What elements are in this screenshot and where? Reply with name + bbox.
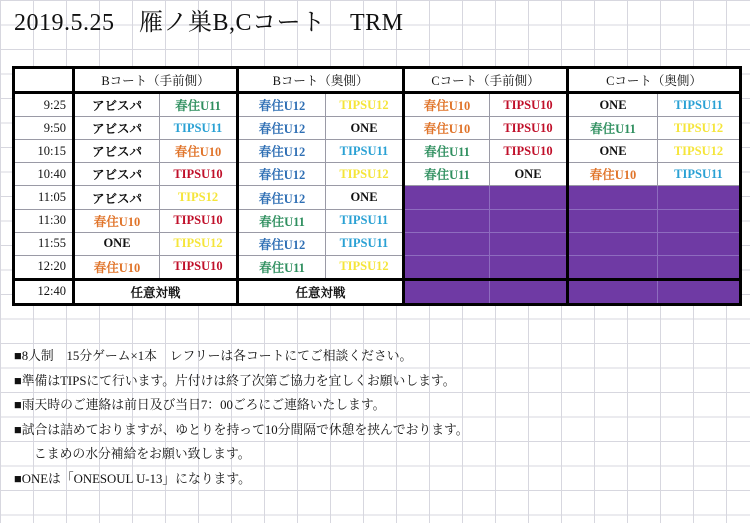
unused-slot <box>658 255 741 279</box>
match-team-cell: TIPSU12 <box>326 93 404 117</box>
note-line: ■試合は詰めておりますが、ゆとりを持って10分間隔で休憩を挟んでおります。 <box>14 422 469 437</box>
match-team-cell: ONE <box>568 140 658 163</box>
match-team-cell: TIPSU10 <box>490 140 568 163</box>
match-team-cell: 春住U10 <box>160 140 238 163</box>
match-team-cell: アビスパ <box>74 140 160 163</box>
match-team-cell: TIPSU11 <box>326 232 404 255</box>
schedule-row <box>14 163 741 186</box>
match-team-cell: TIPS12 <box>160 186 238 209</box>
note-line: ■準備はTIPSにて行います。片付けは終了次第ご協力を宜しくお願いします。 <box>14 373 456 388</box>
unused-slot <box>490 279 568 304</box>
match-team-cell: ONE <box>326 117 404 140</box>
unused-slot <box>568 209 658 232</box>
match-team-cell: TIPSU10 <box>490 93 568 117</box>
unused-slot <box>490 209 568 232</box>
match-team-cell: 春住U12 <box>238 140 326 163</box>
time-cell: 10:15 <box>14 140 74 163</box>
unused-slot <box>404 186 490 209</box>
schedule-row <box>14 140 741 163</box>
match-team-cell: TIPSU11 <box>326 209 404 232</box>
match-team-cell: アビスパ <box>74 163 160 186</box>
match-team-cell: TIPSU11 <box>658 93 741 117</box>
court-header-c-back: Cコート（奥側） <box>568 68 741 93</box>
schedule-row <box>14 255 741 279</box>
match-team-cell: ONE <box>326 186 404 209</box>
time-cell: 10:40 <box>14 163 74 186</box>
court-header-b-back: Bコート（奥側） <box>238 68 404 93</box>
schedule-row <box>14 117 741 140</box>
match-team-cell: ONE <box>568 93 658 117</box>
schedule-row <box>14 232 741 255</box>
unused-slot <box>658 209 741 232</box>
match-team-cell: TIPSU10 <box>160 209 238 232</box>
unused-slot <box>658 279 741 304</box>
note-line: ■雨天時のご連絡は前日及び当日7：00ごろにご連絡いたします。 <box>14 398 386 412</box>
match-team-cell: TIPSU11 <box>326 140 404 163</box>
unused-slot <box>404 255 490 279</box>
match-team-cell: 春住U11 <box>160 93 238 117</box>
match-team-cell: 春住U10 <box>74 255 160 279</box>
unused-slot <box>658 232 741 255</box>
notes-section <box>14 344 734 491</box>
time-cell: 11:05 <box>14 186 74 209</box>
match-team-cell: 春住U10 <box>404 117 490 140</box>
match-team-cell: 春住U11 <box>404 163 490 186</box>
unused-slot <box>568 232 658 255</box>
match-team-cell: 春住U10 <box>568 163 658 186</box>
unused-slot <box>404 232 490 255</box>
match-team-cell: 春住U12 <box>238 186 326 209</box>
note-line: ■8人制 15分ゲーム×1本 レフリーは各コートにてご相談ください。 <box>14 349 413 363</box>
header-row <box>14 68 741 93</box>
time-cell: 12:20 <box>14 255 74 279</box>
match-team-cell: 春住U11 <box>238 209 326 232</box>
time-cell: 11:30 <box>14 209 74 232</box>
match-team-cell: TIPSU12 <box>658 140 741 163</box>
match-team-cell: TIPSU12 <box>326 163 404 186</box>
page-title: 2019.5.25 雁ノ巣B,Cコート TRM <box>14 10 404 36</box>
match-team-cell: ONE <box>74 232 160 255</box>
time-cell: 9:25 <box>14 93 74 117</box>
match-team-cell: TIPSU11 <box>658 163 741 186</box>
match-team-cell: 春住U12 <box>238 163 326 186</box>
schedule-row <box>14 209 741 232</box>
match-team-cell: TIPSU10 <box>160 163 238 186</box>
unused-slot <box>568 279 658 304</box>
time-cell: 12:40 <box>14 279 74 304</box>
match-team-cell: アビスパ <box>74 117 160 140</box>
schedule-row-free <box>14 279 741 304</box>
free-match-b-back: 任意対戦 <box>238 279 404 304</box>
court-header-b-front: Bコート（手前側） <box>74 68 238 93</box>
schedule-row <box>14 186 741 209</box>
unused-slot <box>568 186 658 209</box>
unused-slot <box>658 186 741 209</box>
schedule-table <box>12 66 742 306</box>
match-team-cell: 春住U11 <box>238 255 326 279</box>
match-team-cell: ONE <box>490 163 568 186</box>
unused-slot <box>490 255 568 279</box>
unused-slot <box>490 186 568 209</box>
unused-slot <box>404 279 490 304</box>
unused-slot <box>568 255 658 279</box>
match-team-cell: 春住U11 <box>568 117 658 140</box>
court-header-c-front: Cコート（手前側） <box>404 68 568 93</box>
match-team-cell: TIPSU10 <box>490 117 568 140</box>
match-team-cell: 春住U12 <box>238 232 326 255</box>
match-team-cell: 春住U12 <box>238 93 326 117</box>
match-team-cell: 春住U10 <box>74 209 160 232</box>
match-team-cell: TIPSU12 <box>160 232 238 255</box>
match-team-cell: アビスパ <box>74 186 160 209</box>
unused-slot <box>490 232 568 255</box>
match-team-cell: 春住U10 <box>404 93 490 117</box>
match-team-cell: TIPSU12 <box>326 255 404 279</box>
match-team-cell: TIPSU10 <box>160 255 238 279</box>
schedule-body <box>14 93 741 305</box>
match-team-cell: 春住U12 <box>238 117 326 140</box>
note-line: ■ONEは「ONESOUL U-13」になります。 <box>14 471 251 486</box>
match-team-cell: TIPSU12 <box>658 117 741 140</box>
free-match-b-front: 任意対戦 <box>74 279 238 304</box>
unused-slot <box>404 209 490 232</box>
header-time-cell <box>14 68 74 93</box>
time-cell: 9:50 <box>14 117 74 140</box>
schedule-row <box>14 93 741 117</box>
note-line: こまめの水分補給をお願い致します。 <box>34 447 251 461</box>
match-team-cell: 春住U11 <box>404 140 490 163</box>
match-team-cell: TIPSU11 <box>160 117 238 140</box>
time-cell: 11:55 <box>14 232 74 255</box>
match-team-cell: アビスパ <box>74 93 160 117</box>
